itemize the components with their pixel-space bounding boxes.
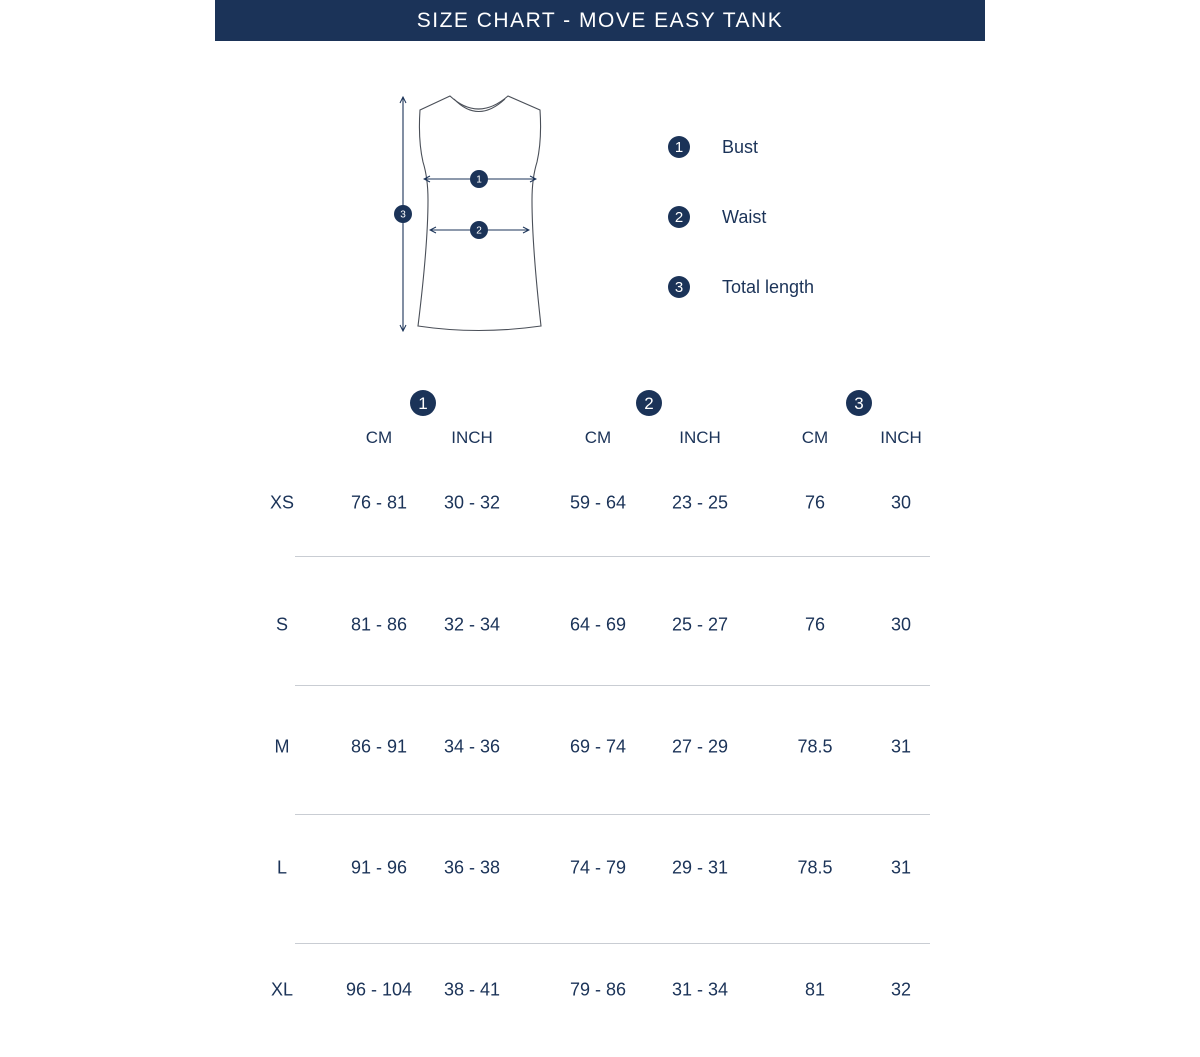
table-cell: 91 - 96 <box>350 857 408 878</box>
column-group-badge-waist: 2 <box>636 390 662 416</box>
legend-label: Bust <box>722 136 759 157</box>
table-cell: 78.5 <box>797 857 833 878</box>
page-title: SIZE CHART - MOVE EASY TANK <box>416 8 784 32</box>
table-cell: 79 - 86 <box>569 979 627 1000</box>
table-cell: 76 <box>804 492 826 513</box>
table-cell: 27 - 29 <box>671 736 729 757</box>
row-divider <box>295 943 930 944</box>
tank-diagram <box>0 0 1200 380</box>
column-header-unit: CM <box>584 428 612 447</box>
row-divider <box>295 814 930 815</box>
size-label: S <box>275 614 289 635</box>
number-badge: 1 <box>668 136 690 158</box>
legend-item-length <box>668 276 815 298</box>
table-cell: 30 - 32 <box>443 492 501 513</box>
table-cell: 76 <box>804 614 826 635</box>
size-label: L <box>276 857 288 878</box>
table-cell: 25 - 27 <box>671 614 729 635</box>
number-badge: 3 <box>668 276 690 298</box>
table-cell: 23 - 25 <box>671 492 729 513</box>
table-cell: 31 <box>890 736 912 757</box>
size-label: M <box>274 736 290 757</box>
size-label: XL <box>270 979 294 1000</box>
legend-item-waist <box>668 206 767 228</box>
column-header-unit: INCH <box>451 428 493 447</box>
table-cell: 81 <box>804 979 826 1000</box>
diagram-marker-length <box>394 205 412 223</box>
table-cell: 34 - 36 <box>443 736 501 757</box>
table-cell: 29 - 31 <box>671 857 729 878</box>
tank-top-outline-icon <box>418 96 541 331</box>
row-divider <box>295 685 930 686</box>
row-divider <box>295 556 930 557</box>
table-cell: 38 - 41 <box>443 979 501 1000</box>
table-cell: 96 - 104 <box>345 979 413 1000</box>
diagram-marker-label: 3 <box>400 209 406 221</box>
table-cell: 74 - 79 <box>569 857 627 878</box>
column-header-unit: CM <box>365 428 393 447</box>
diagram-marker-label: 2 <box>476 225 482 237</box>
table-cell: 36 - 38 <box>443 857 501 878</box>
table-cell: 30 <box>890 492 912 513</box>
column-header-unit: INCH <box>880 428 922 447</box>
legend-label: Total length <box>722 276 815 297</box>
table-cell: 31 - 34 <box>671 979 729 1000</box>
column-header-unit: INCH <box>679 428 721 447</box>
diagram-marker-waist <box>470 221 488 239</box>
legend-item-bust <box>668 136 759 158</box>
number-badge: 2 <box>668 206 690 228</box>
size-label: XS <box>269 492 295 513</box>
table-cell: 78.5 <box>797 736 833 757</box>
table-cell: 64 - 69 <box>569 614 627 635</box>
table-cell: 59 - 64 <box>569 492 627 513</box>
column-group-badge-length: 3 <box>846 390 872 416</box>
table-cell: 81 - 86 <box>350 614 408 635</box>
table-cell: 86 - 91 <box>350 736 408 757</box>
table-cell: 76 - 81 <box>350 492 408 513</box>
table-cell: 30 <box>890 614 912 635</box>
column-group-badge-bust: 1 <box>410 390 436 416</box>
table-cell: 32 <box>890 979 912 1000</box>
diagram-marker-label: 1 <box>476 174 482 186</box>
table-cell: 69 - 74 <box>569 736 627 757</box>
column-header-unit: CM <box>801 428 829 447</box>
table-cell: 31 <box>890 857 912 878</box>
diagram-marker-bust <box>470 170 488 188</box>
table-cell: 32 - 34 <box>443 614 501 635</box>
legend-label: Waist <box>722 206 767 227</box>
